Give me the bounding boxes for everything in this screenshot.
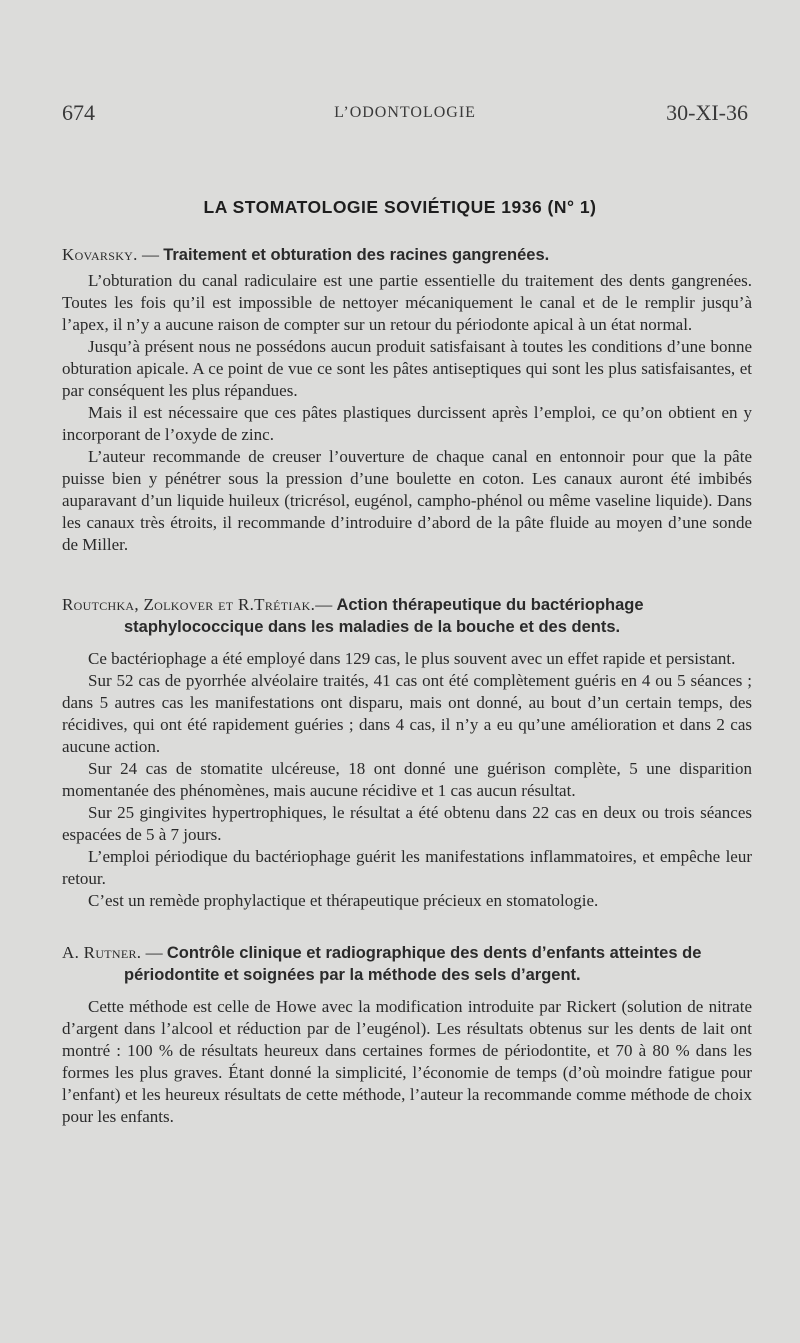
- page-number: 674: [62, 100, 95, 125]
- paragraph: L’auteur recommande de creuser l’ouverture de chaque canal en entonnoir pour que la pâte puisse bien y pénétrer sous la pression d’une boulette en coton. Les canaux auront été imbibés auparavant d’un liquide huileux (tricrésol, eugénol, campho-phénol ou même vaseline liquide). Dans les canaux très étroits, il recommande d’introduire d’abord de la pâte fluide au moyen d’une sonde de Miller.: [62, 447, 752, 554]
- paragraph: Jusqu’à présent nous ne possédons aucun produit satisfaisant à toutes les conditions d’une bonne obturation apicale. A ce point de vue ce sont les pâtes antiseptiques qui sont les plus satisfaisantes, et par conséquent les plus répandues.: [62, 337, 752, 400]
- section-authors: Kovarsky.: [62, 245, 138, 264]
- heading-dash: —: [137, 245, 164, 264]
- section-authors: A. Rutner.: [62, 943, 142, 962]
- paragraph: Sur 52 cas de pyorrhée alvéolaire traités, 41 cas ont été complètement guéris en 4 ou 5 séances ; dans 5 autres cas les manifestations ont disparu, mais ont donné, au bout d’un certain temps, des récidives, qui ont été rapidement guéries ; dans 4 cas, il n’y a eu qu’une amélioration et dans 2 cas aucune action.: [62, 671, 752, 756]
- paragraph: Sur 25 gingivites hypertrophiques, le résultat a été obtenu dans 22 cas en deux ou trois séances espacées de 5 à 7 jours.: [62, 803, 752, 844]
- journal-name: L’ODONTOLOGIE: [334, 104, 476, 121]
- paragraph: L’obturation du canal radiculaire est une partie essentielle du traitement des dents gangrenées. Toutes les fois qu’il est impossible de nettoyer mécaniquement le canal et de le remplir jusqu’à l’apex, il n’y a aucune raison de compter sur un retour du périodonte apical à un état normal.: [62, 271, 752, 334]
- section-heading: [62, 942, 752, 986]
- paragraph: Sur 24 cas de stomatite ulcéreuse, 18 ont donné une guérison complète, 5 une disparition momentanée des phénomènes, mais aucune récidive et 1 cas aucun résultat.: [62, 759, 752, 800]
- page-title: LA STOMATOLOGIE SOVIÉTIQUE 1936 (N° 1): [203, 197, 597, 217]
- section-heading: [62, 244, 752, 266]
- issue-date: 30-XI-36: [666, 100, 748, 125]
- article-body: [62, 244, 752, 1128]
- heading-dash: —: [141, 943, 167, 962]
- section-title: Traitement et obturation des racines gangrenées.: [163, 246, 550, 264]
- paragraph: Mais il est nécessaire que ces pâtes plastiques durcissent après l’emploi, ce qu’on obtient en y incorporant de l’oxyde de zinc.: [62, 403, 752, 444]
- paragraph: C’est un remède prophylactique et thérapeutique précieux en stomatologie.: [88, 891, 599, 910]
- paragraph: Ce bactériophage a été employé dans 129 cas, le plus souvent avec un effet rapide et persistant.: [88, 649, 736, 668]
- heading-dash: —: [315, 595, 337, 614]
- section-authors: Routchka, Zolkover et R.Trétiak.: [62, 595, 316, 614]
- paragraph: Cette méthode est celle de Howe avec la modification introduite par Rickert (solution de nitrate d’argent dans l’alcool et réduction par de l’eugénol). Les résultats obtenus sur les dents de lait ont montré : 100 % de résultats heureux dans certaines formes de périodontite, et 70 à 80 % dans les formes les plus graves. Étant donné la simplicité, l’économie de temps (d’où moindre fatigue pour l’enfant) et les heureux résultats de cette méthode, l’auteur la recommande comme méthode de choix pour les enfants.: [62, 997, 752, 1126]
- section-title: Action thérapeutique du bactériophage staphylococcique dans les maladies de la bouche et des dents.: [124, 596, 644, 636]
- section-heading: [62, 594, 752, 638]
- paragraph: L’emploi périodique du bactériophage guérit les manifestations inflammatoires, et empêche leur retour.: [62, 847, 752, 888]
- running-header: [62, 100, 748, 130]
- section-title: Contrôle clinique et radiographique des dents d’enfants atteintes de périodontite et soignées par la méthode des sels d’argent.: [124, 944, 702, 984]
